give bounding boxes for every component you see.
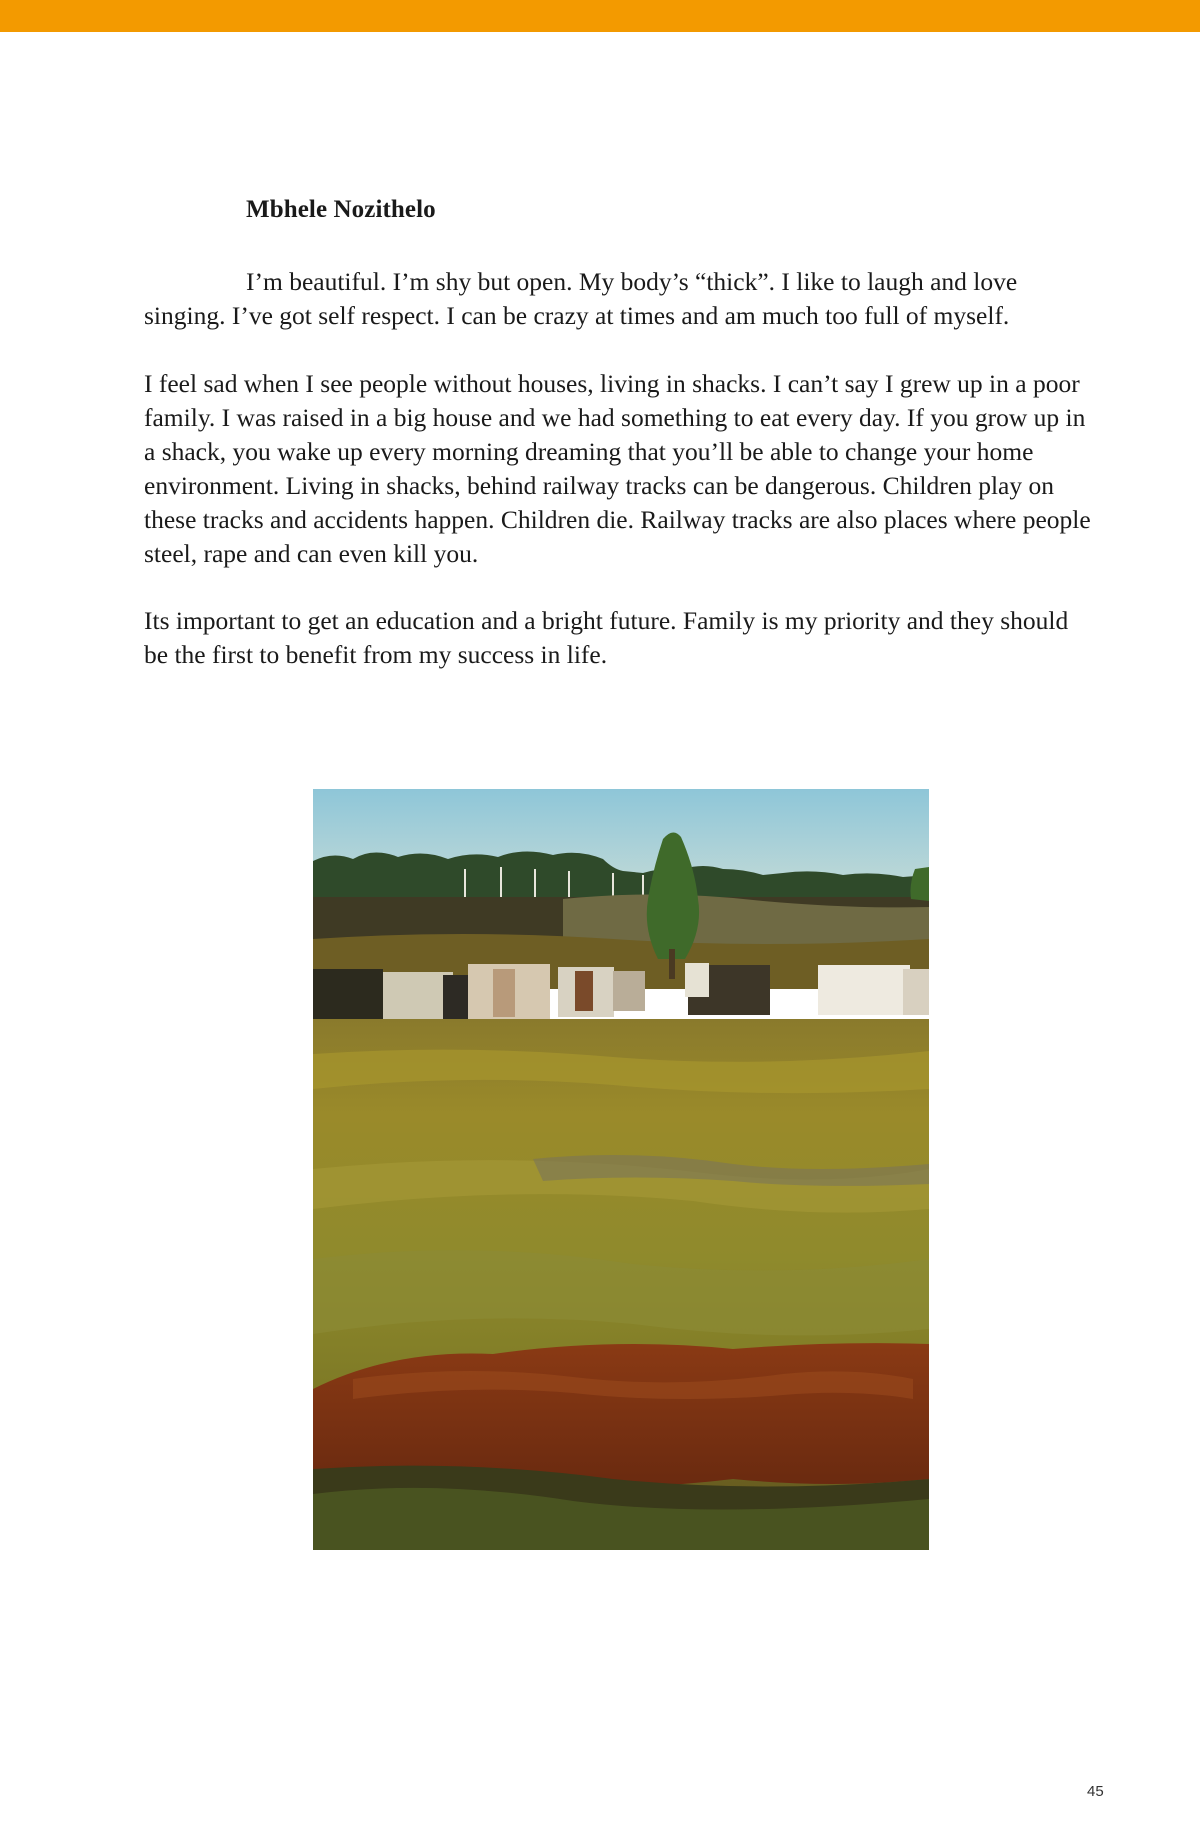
paragraph-education: Its important to get an education and a bright future. Family is my priority and they should be the first to benefit from my success in life. [144, 606, 1069, 669]
header-color-band [0, 0, 1200, 32]
page-number: 45 [1087, 1783, 1104, 1800]
paragraph-shacks: I feel sad when I see people without houses, living in shacks. I can’t say I grew up in a poor family. I was raised in a big house and we had something to eat every day. If you grow up in a shack, you wake up every morning dreaming that you’ll be able to change your home environment. Living in shacks, behind railway tracks can be dangerous. Children play on these tracks and accidents happen. Children die. Railway tracks are also places where people steel, rape and can even kill you. [144, 369, 1091, 568]
paragraph-intro: I’m beautiful. I’m shy but open. My body’s “thick”. I like to laugh and love singing. I’ve got self respect. I can be crazy at times and am much too full of myself. [144, 267, 1018, 330]
shacks-photo [313, 789, 929, 1550]
author-name: Mbhele Nozithelo [246, 196, 436, 223]
